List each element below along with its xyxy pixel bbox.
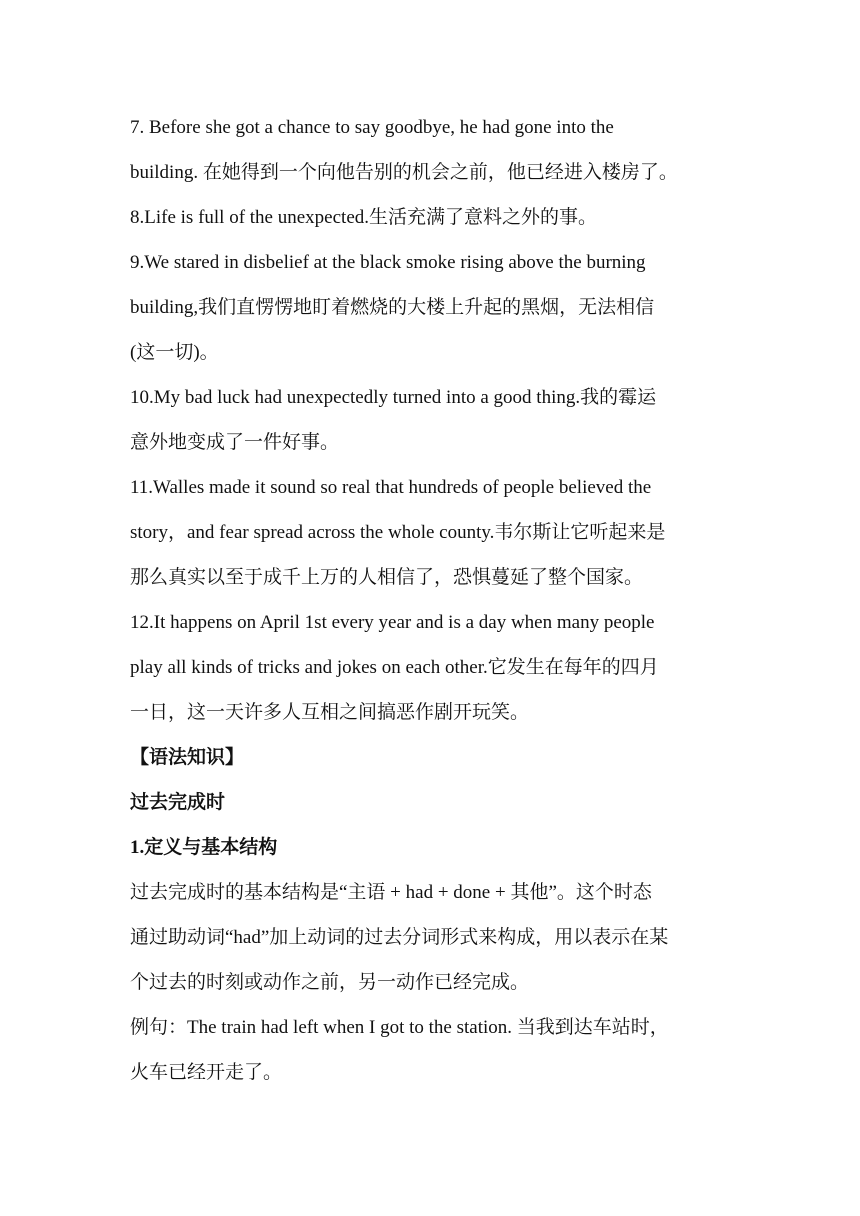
definition-line-2: 通过助动词“had”加上动词的过去分词形式来构成，用以表示在某 — [130, 927, 669, 948]
example-line-1: 例句：The train had left when I got to the station. 当我到达车站时， — [130, 1017, 669, 1038]
sentence-7-line-1: 7. Before she got a chance to say goodbye, he had gone into the — [130, 117, 614, 138]
sentence-9-line-1: 9.We stared in disbelief at the black smoke rising above the burning — [130, 252, 646, 273]
sentence-10-line-2: 意外地变成了一件好事。 — [130, 432, 340, 453]
subsection-heading: 1.定义与基本结构 — [130, 837, 278, 858]
sentence-10-line-1: 10.My bad luck had unexpectedly turned into a good thing.我的霉运 — [130, 387, 657, 408]
sentence-12-line-3: 一日，这一天许多人互相之间搞恶作剧开玩笑。 — [130, 702, 530, 723]
definition-line-3: 个过去的时刻或动作之前，另一动作已经完成。 — [130, 972, 530, 993]
sentence-9-line-2: building,我们直愣愣地盯着燃烧的大楼上升起的黑烟，无法相信 — [130, 297, 655, 318]
document-body — [130, 105, 735, 1095]
sentence-7-line-2: building. 在她得到一个向他告别的机会之前，他已经进入楼房了。 — [130, 162, 678, 183]
definition-line-1: 过去完成时的基本结构是“主语 + had + done + 其他”。这个时态 — [130, 882, 652, 903]
sentence-12-line-1: 12.It happens on April 1st every year and is a day when many people — [130, 612, 655, 633]
sentence-12-line-2: play all kinds of tricks and jokes on each other.它发生在每年的四月 — [130, 657, 659, 678]
sentence-11-line-2: story，and fear spread across the whole county.韦尔斯让它听起来是 — [130, 522, 666, 543]
sentence-9-line-3: (这一切)。 — [130, 342, 219, 363]
grammar-topic-title: 过去完成时 — [130, 792, 226, 813]
grammar-section-heading: 【语法知识】 — [130, 747, 245, 768]
sentence-11-line-1: 11.Walles made it sound so real that hundreds of people believed the — [130, 477, 652, 498]
example-line-2: 火车已经开走了。 — [130, 1062, 283, 1083]
sentence-11-line-3: 那么真实以至于成千上万的人相信了，恐惧蔓延了整个国家。 — [130, 567, 644, 588]
sentence-8: 8.Life is full of the unexpected.生活充满了意料之外的事。 — [130, 207, 598, 228]
